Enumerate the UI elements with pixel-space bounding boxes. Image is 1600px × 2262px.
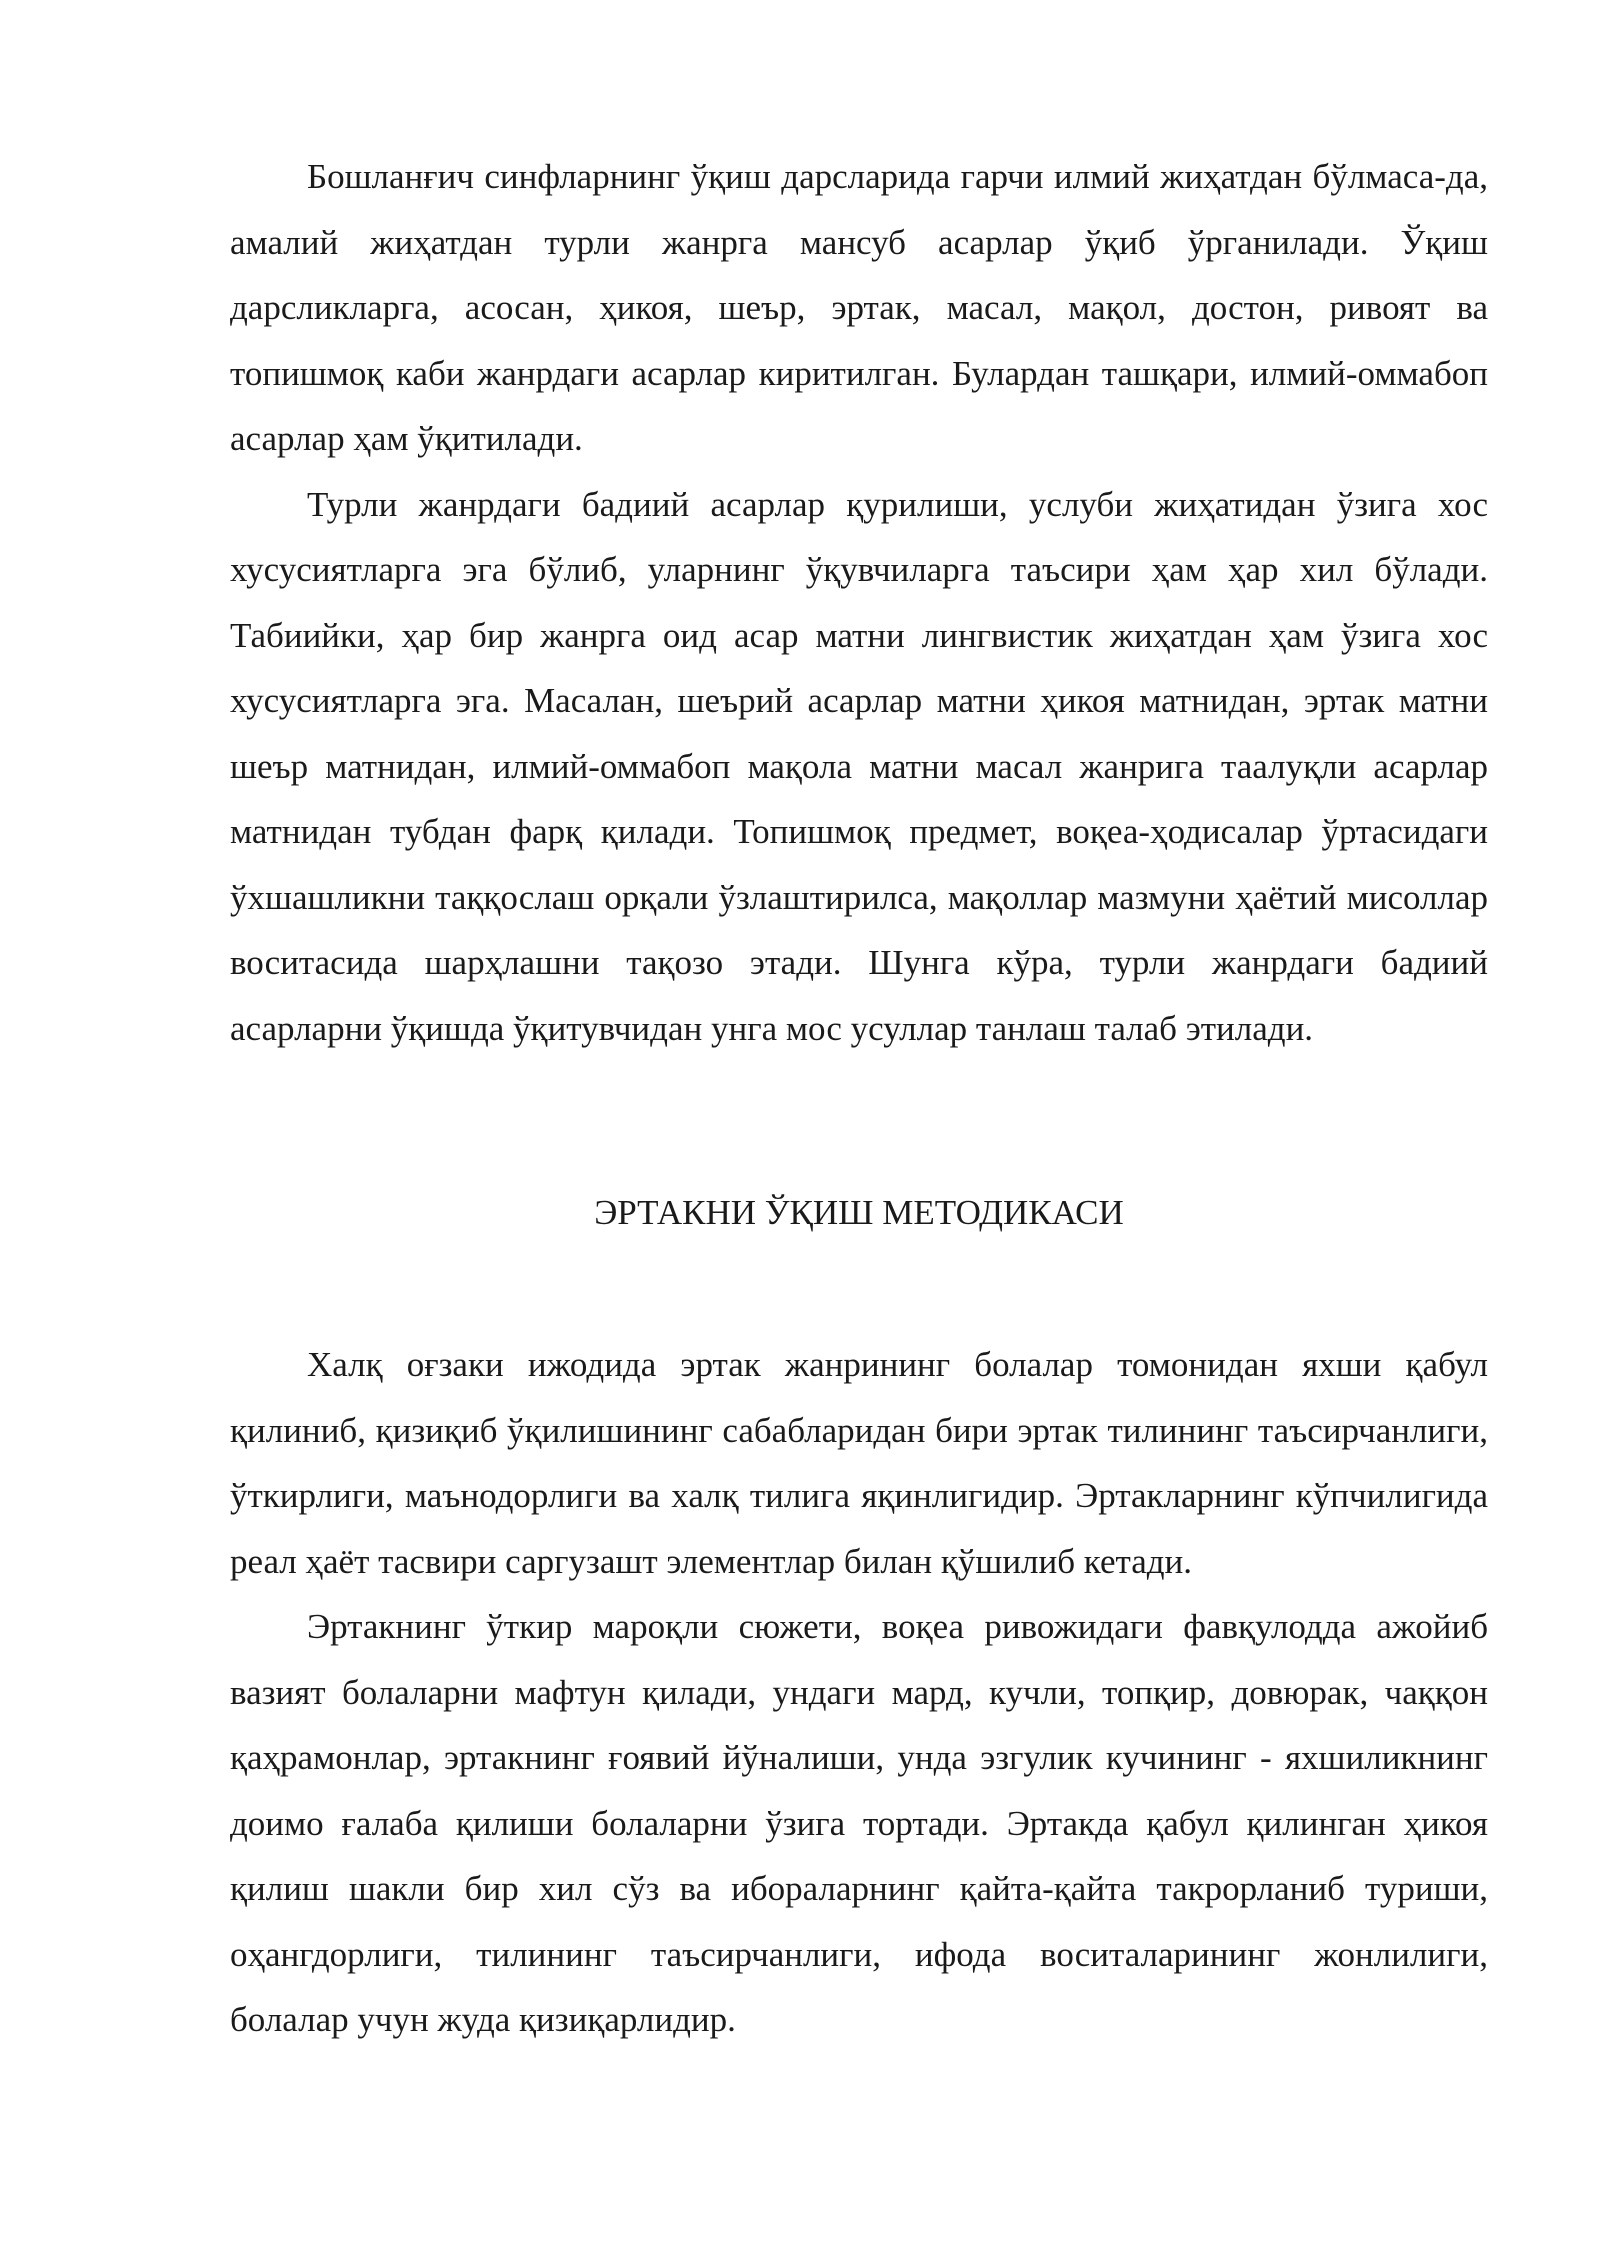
paragraph: Халқ оғзаки ижодида эртак жанрининг болалар томонидан яхши қабул қилиниб, қизиқиб ўқилишининг сабабларидан бири эртак тилининг таъсирчанлиги, ўткирлиги, маънодорлиги ва халқ тилига яқинлигидир. Эртакларнинг кўпчилигида реал ҳаёт тасвири саргузашт элементлар билан қўшилиб кетади. — [230, 1345, 1488, 1581]
section-one — [230, 144, 1488, 1061]
section-two — [230, 1332, 1488, 2053]
paragraph: Турли жанрдаги бадиий асарлар қурилиши, услуби жиҳатидан ўзига хос хусусиятларга эга бўлиб, уларнинг ўқувчиларга таъсири ҳам ҳар хил бўлади. Табиийки, ҳар бир жанрга оид асар матни лингвистик жиҳатдан ҳам ўзига хос хусусиятларга эга. Масалан, шеърий асарлар матни ҳикоя матнидан, эртак матни шеър матнидан, илмий-оммабоп мақола матни масал жанрига таалуқли асарлар матнидан тубдан фарқ қилади. Топишмоқ предмет, воқеа-ҳодисалар ўртасидаги ўхшашликни таққослаш орқали ўзлаштирилса, мақоллар мазмуни ҳаётий мисоллар воситасида шарҳлашни тақозо этади. Шунга кўра, турли жанрдаги бадиий асарларни ўқишда ўқитувчидан унга мос усуллар танлаш талаб этилади. — [230, 484, 1488, 1048]
section-heading: ЭРТАКНИ ЎҚИШ МЕТОДИКАСИ — [594, 1193, 1124, 1232]
paragraph: Бошланғич синфларнинг ўқиш дарсларида гарчи илмий жиҳатдан бўлмаса-да, амалий жиҳатдан турли жанрга мансуб асарлар ўқиб ўрганилади. Ўқиш дарсликларга, асосан, ҳикоя, шеър, эртак, масал, мақол, достон, ривоят ва топишмоқ каби жанрдаги асарлар киритилган. Булардан ташқари, илмий-оммабоп асарлар ҳам ўқитилади. — [230, 157, 1488, 458]
paragraph: Эртакнинг ўткир мароқли сюжети, воқеа ривожидаги фавқулодда ажойиб вазият болаларни мафтун қилади, ундаги мард, кучли, топқир, довюрак, чаққон қаҳрамонлар, эртакнинг ғоявий йўналиши, унда эзгулик кучининг - яхшиликнинг доимо ғалаба қилиши болаларни ўзига тортади. Эртакда қабул қилинган ҳикоя қилиш шакли бир хил сўз ва ибораларнинг қайта-қайта такрорланиб туриши, оҳангдорлиги, тилининг таъсирчанлиги, ифода воситаларининг жонлилиги, болалар учун жуда қизиқарлидир. — [230, 1607, 1488, 2039]
